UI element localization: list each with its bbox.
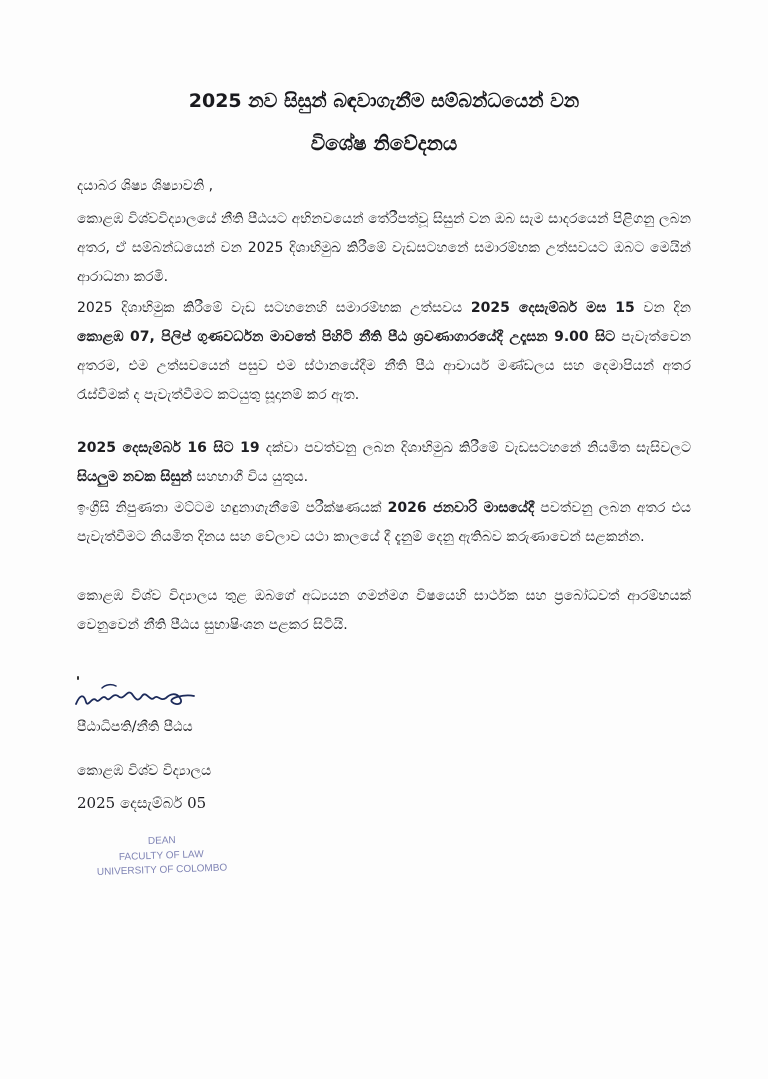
sessions-text-b: දක්වා පවත්වනු ලබන දිශාභිමුඛ කිරීමේ වැඩසටහනේ නියමිත සැසිවලට <box>259 440 692 456</box>
sessions-text-d: සහභාගී විය යුතුය. <box>191 469 309 485</box>
notice-date: 2025 දෙසැම්බර් 05 <box>77 794 207 812</box>
salutation: දයාබර ශිෂ්‍ය ශිෂ්‍යාවනි , <box>77 178 214 194</box>
signature-image <box>72 676 212 716</box>
dean-stamp <box>95 832 265 892</box>
signatory-title: පීඨාධිපති/නීති පීඨය <box>77 719 193 735</box>
stamp-line-1: DEAN <box>147 835 176 847</box>
ceremony-venue: කොළඹ 07, පිලිප් ගුණවර්ධන මාවතේ පිහිටි නීති පීඨ ශ්‍රවණාගාරයේදී උදෑසන 9.00 සිට <box>77 329 616 345</box>
sessions-dates: 2025 දෙසැම්බර් 16 සිට 19 <box>77 440 260 456</box>
english-test-month: 2026 ජනවාරි මාසයේදී <box>387 500 535 516</box>
english-test-text-c: පවත්වනු ලබන අතර එය පැවැත්වීමට නියමිත දිනය සහ වේලාව යථා කාලයේ දී දැනුම් දෙනු ඇතිබව කරුණාවෙන් සළකන්න. <box>77 500 691 545</box>
paragraph-ceremony <box>77 294 691 410</box>
ceremony-date: 2025 දෙසැම්බර් මස 15 <box>470 300 635 316</box>
notice-title-line-1: 2025 නව සිසුන් බඳවාගැනීම සම්බන්ධයෙන් වන <box>188 90 580 112</box>
paragraph-sessions <box>77 434 691 492</box>
ceremony-text-a: 2025 දිශාභිමුක කිරීමේ වැඩ සටහනෙහි සමාරම්භක උත්සවය <box>77 300 471 316</box>
signatory-organization: කොළඹ විශ්ව විද්‍යාලය <box>77 763 212 779</box>
paragraph-welcome: කොළඹ විශ්වවිද්‍යාලයේ නීති පීඨයට අභිනවයෙන් තේරීපත්වූ සිසුන් වන ඔබ සැම සාදරයෙන් පිළිගනු ලබන අතර, ඒ සම්බන්ධයෙන් වන 2025 දිශාභිමුඛ කිරීමේ වැඩසටහනේ සමාරම්භක උත්සවයට ඔබට මෙයින් ආරාධනා කරමි. <box>77 211 691 285</box>
stamp-line-2: FACULTY OF LAW <box>118 849 204 863</box>
english-test-text-a: ඉංග්‍රීසි නිපුණතා මට්ටම හඳුනාගැනීමේ පරීක්ෂණයක් <box>77 500 388 516</box>
paragraph-wishes: කොළඹ විශ්ව විද්‍යාලය තුළ ඔබගේ අධ්‍යයන ගමන්මග විෂයෙහි සාර්ථක සහ ප්‍රබෝධවත් ආරම්භයක් වෙනුවෙන් නීති පීඨය සුභාෂිංශන පළකර සිටියි. <box>77 588 691 633</box>
ceremony-text-e: පැවැත්වෙන අතරම, එම උත්සවයෙන් පසුව එම ස්ථානයේදීම නීති පීඨ ආචාර්ය මණ්ඩලය සහ දෙමාපියන් අතර රැස්වීමක් ද පැවැත්වීමට කටයුතු සූදානම් කර ඇත. <box>77 329 691 403</box>
stamp-line-3: UNIVERSITY OF COLOMBO <box>96 862 228 878</box>
paragraph-english-test <box>77 494 691 552</box>
notice-title-line-2: විශේෂ නිවේදනය <box>310 131 458 155</box>
ceremony-text-c: වන දින <box>634 300 691 316</box>
sessions-audience: සියලුම නවක සිසුන් <box>77 469 192 485</box>
